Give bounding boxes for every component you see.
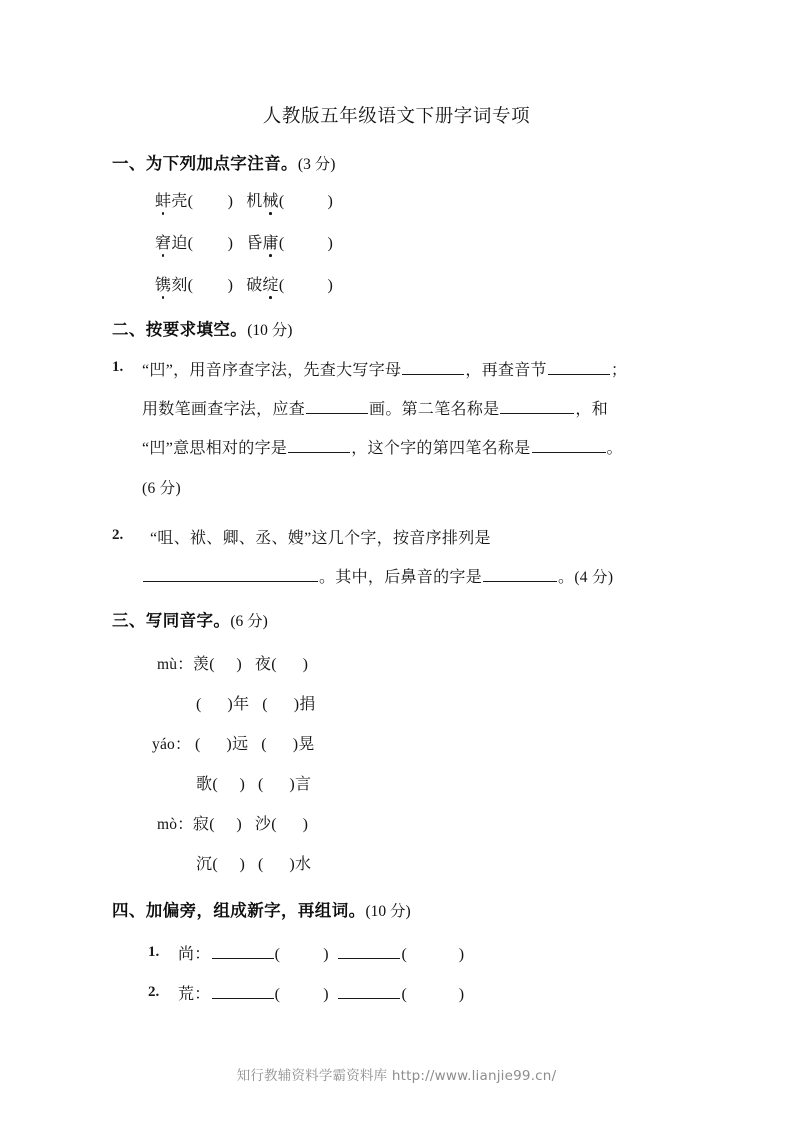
blank-q1-4[interactable] (500, 398, 574, 414)
char: 破 (246, 277, 263, 294)
section-2-heading-text: 二、按要求填空。 (112, 320, 248, 339)
answer-slot-20[interactable]: ( ) (401, 946, 465, 963)
section-4-heading (112, 897, 411, 921)
answer-slot-18[interactable]: ( ) (257, 856, 296, 873)
answer-slot-16[interactable]: ( ) (271, 816, 309, 833)
section-2-q1-line-2 (142, 396, 608, 419)
q1-text-a: “凹”，用音序查字法，先查大写字母 (142, 362, 402, 379)
char-juan: 捐 (299, 696, 316, 713)
section-4-item-2 (178, 981, 464, 1004)
char-xian: 羡 (192, 656, 210, 673)
q1-text-c: ； (610, 362, 628, 379)
section-2-points: (10 分) (247, 322, 293, 339)
section-2-q1-line-3 (142, 435, 623, 458)
blank-q2-2[interactable] (483, 566, 557, 582)
dotted-char: 窘 (155, 230, 171, 253)
blank-s4-2[interactable] (338, 943, 400, 959)
section-3-group-1-row-2 (196, 691, 316, 714)
char-shui: 水 (295, 856, 312, 873)
answer-slot-14[interactable]: ( ) (257, 776, 296, 793)
section-3-group-1-row-1 (157, 651, 308, 674)
word-juanke (155, 277, 188, 294)
char: 机 (246, 193, 263, 210)
answer-slot-21[interactable]: ( ) (274, 986, 329, 1003)
q1-text-b: ，再查音节 (465, 362, 547, 379)
answer-slot-8[interactable]: ( ) (271, 656, 309, 673)
q1-text-g: “凹”意思相对的字是 (142, 440, 288, 457)
section-3-heading-text: 三、写同音字。 (112, 611, 231, 630)
char-ge: 歌 (196, 776, 213, 793)
section-4-points: (10 分) (365, 903, 411, 920)
dotted-char: 镌 (155, 272, 171, 295)
answer-slot-5[interactable]: ( ) (187, 277, 234, 294)
answer-slot-17[interactable]: ( ) (212, 856, 246, 873)
blank-q1-1[interactable] (402, 359, 464, 375)
answer-slot-3[interactable]: ( ) (187, 235, 234, 252)
blank-q1-6[interactable] (532, 437, 606, 453)
char-nian: 年 (233, 696, 250, 713)
answer-slot-12[interactable]: ( ) (261, 736, 299, 753)
section-3-group-3-row-2 (196, 851, 311, 874)
blank-s4-4[interactable] (338, 983, 400, 999)
char-ji: 寂 (192, 816, 210, 833)
char-sha: 沙 (254, 816, 272, 833)
section-3-heading (112, 607, 268, 631)
q2-text-a: 。其中，后鼻音的字是 (319, 569, 483, 586)
word-jixie (246, 193, 279, 210)
section-3-group-3-row-1 (157, 811, 308, 834)
char: 迫 (171, 235, 188, 252)
answer-slot-2[interactable]: ( ) (278, 193, 334, 210)
section-4-item-1-number: 1. (148, 944, 160, 960)
section-1-heading-text: 一、为下列加点字注音。 (112, 154, 298, 173)
section-1-row-3 (155, 272, 333, 295)
answer-slot-13[interactable]: ( ) (212, 776, 246, 793)
answer-slot-22[interactable]: ( ) (401, 986, 465, 1003)
blank-q1-5[interactable] (288, 437, 350, 453)
char-yuan: 远 (232, 736, 249, 753)
section-1-points: (3 分) (297, 156, 336, 173)
char-huang: 晃 (298, 736, 315, 753)
q1-text-f: ，和 (575, 401, 609, 418)
answer-slot-19[interactable]: ( ) (274, 946, 329, 963)
section-2-q2-line-2 (142, 564, 613, 587)
dotted-char: 械 (263, 188, 279, 211)
section-4-item-1 (178, 941, 464, 964)
pinyin-label-yao: yáo： (152, 736, 191, 753)
section-4-heading-text: 四、加偏旁，组成新字，再组词。 (112, 901, 366, 920)
answer-slot-10[interactable]: ( ) (262, 696, 300, 713)
answer-slot-6[interactable]: ( ) (278, 277, 334, 294)
answer-slot-11[interactable]: ( ) (195, 736, 233, 753)
section-2-q2-points: (4 分) (574, 569, 614, 586)
word-jiongpo (155, 235, 188, 252)
answer-slot-15[interactable]: ( ) (209, 816, 242, 833)
answer-slot-9[interactable]: ( ) (196, 696, 234, 713)
word-hunyong (246, 235, 279, 252)
pinyin-label-mo: mò： (157, 816, 193, 833)
pinyin-label-mu: mù： (157, 656, 193, 673)
dotted-char: 绽 (263, 272, 279, 295)
answer-slot-7[interactable]: ( ) (209, 656, 242, 673)
q1-text-h: ，这个字的第四笔名称是 (351, 440, 531, 457)
q1-text-d: 用数笔画查字法，应查 (142, 401, 306, 418)
char-chen: 沉 (196, 856, 213, 873)
section-2-q1-line-1 (142, 357, 627, 380)
blank-s4-1[interactable] (212, 943, 274, 959)
blank-q1-2[interactable] (548, 359, 610, 375)
section-3-group-2-row-1 (152, 731, 315, 754)
char-ye: 夜 (254, 656, 272, 673)
dotted-char: 蚌 (155, 188, 171, 211)
blank-q1-3[interactable] (306, 398, 368, 414)
answer-slot-4[interactable]: ( ) (278, 235, 334, 252)
char: 昏 (246, 235, 263, 252)
q2-text-b: 。 (558, 569, 575, 586)
section-1-row-2 (155, 230, 333, 253)
word-bangke (155, 193, 188, 210)
section-3-points: (6 分) (230, 613, 268, 630)
char-huang-grass: 荒： (178, 986, 211, 1003)
blank-q2-1[interactable] (143, 566, 318, 582)
section-2-q1-points: (6 分) (142, 480, 181, 497)
answer-slot-1[interactable]: ( ) (187, 193, 234, 210)
section-2-q2-number: 2. (112, 527, 124, 543)
q1-text-e: 画。第二笔名称是 (369, 401, 500, 418)
section-4-item-2-number: 2. (148, 984, 160, 1000)
dotted-char: 庸 (263, 230, 279, 253)
blank-s4-3[interactable] (212, 983, 274, 999)
word-pozhan (246, 277, 279, 294)
char-yan: 言 (295, 776, 312, 793)
q1-text-i: 。 (606, 440, 623, 457)
page-title: 人教版五年级语文下册字词专项 (262, 106, 531, 127)
section-2-q1-number: 1. (112, 359, 124, 375)
char: 壳 (171, 193, 188, 210)
char-shang: 尚： (178, 946, 211, 963)
footer-watermark: 知行教辅资料学霸资料库 http://www.lianjie99.cn/ (236, 1068, 557, 1084)
section-2-q2-line-1: “咀、袱、卿、丞、嫂”这几个字，按音序排列是 (150, 530, 491, 547)
section-1-heading (112, 150, 335, 174)
section-1-row-1 (155, 188, 333, 211)
section-2-heading (112, 316, 292, 340)
section-3-group-2-row-2 (196, 771, 311, 794)
char: 刻 (171, 277, 188, 294)
